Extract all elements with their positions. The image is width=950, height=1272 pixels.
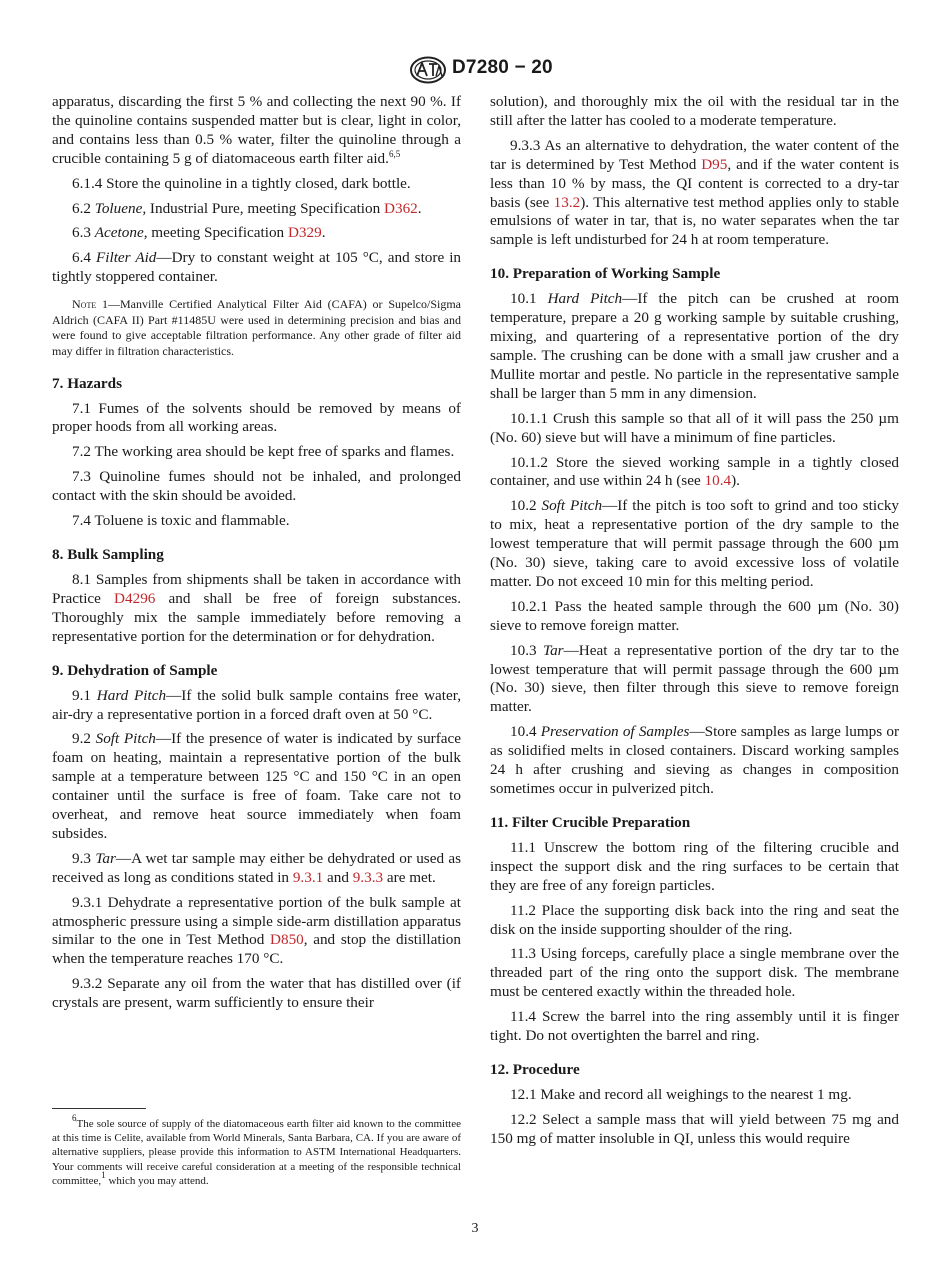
section-7-4: 7.4 Toluene is toxic and flammable.: [72, 512, 290, 530]
link-9-3-3[interactable]: 9.3.3: [352, 868, 384, 886]
section-11-4: 11.4 Screw the barrel into the ring assembly until it is finger tight. Do not overtighten the barrel and ring.: [490, 1008, 899, 1045]
section-10-2: 10.2 Soft Pitch—If the pitch is too soft to grind and too sticky to mix, heat a representative portion of the dry sample to the lowest temperature that will permit passage through the 600 µm (No. 30) sieve, taking care to avoid excessive loss of volatile matter. Do not exceed 10 min for this melting period.: [490, 497, 900, 590]
section-12-1: 12.1 Make and record all weighings to the nearest 1 mg.: [510, 1085, 852, 1103]
heading-7-hazards: 7. Hazards: [52, 374, 123, 392]
link-9-3-1[interactable]: 9.3.1: [292, 868, 324, 886]
paragraph-continuation: apparatus, discarding the first 5 % and collecting the next 90 %. If the quinoline contains suspended matter but is clear, light in color, and contains less than 0.5 % water, filter the quinoline through a crucible containing 5 g of diatomaceous earth filter aid.$^{6,5}$: [52, 93, 461, 167]
left-column: [52, 93, 461, 1019]
section-9-3-1: 9.3.1 Dehydrate a representative portion of the bulk sample at atmospheric pressure using a simple side-arm distillation apparatus similar to the one in Test Method D850, and stop the distillation when the temperature reaches 170 °C.: [52, 893, 461, 968]
document-designation: D7280 − 20: [452, 57, 553, 78]
link-13-2[interactable]: 13.2: [553, 193, 581, 211]
section-9-1: 9.1 Hard Pitch—If the solid bulk sample contains free water, air-dry a representative portion in a forced draft oven at 50 °C.: [52, 686, 462, 723]
paragraph-continuation-right: solution), and thoroughly mix the oil with the residual tar in the still after the latter has cooled to a moderate temperature.: [490, 93, 899, 129]
link-d362[interactable]: D362: [384, 199, 418, 217]
section-12-2: 12.2 Select a sample mass that will yield between 75 mg and 150 mg of matter insoluble in QI, unless this would require: [490, 1110, 899, 1147]
section-6-3: 6.3 Acetone, meeting Specification D329.: [72, 224, 326, 242]
note-1: Note 1—Manville Certified Analytical Filter Aid (CAFA) or Supelco/Sigma Aldrich (CAFA II) Part #11485U were used in determining precision and bias and were found to give acceptable filtration performance. Any other grade of filter aid may differ in filtration characteristics.: [52, 297, 461, 358]
heading-9-dehydration: 9. Dehydration of Sample: [52, 661, 218, 679]
section-9-3-3: 9.3.3 As an alternative to dehydration, the water content of the tar is determined by Test Method D95, and if the water content is less than 10 % by mass, the QI content is corrected to a dry-tar basis (see 13.2). This alternative test method applies only to stable emulsions of water in tar, that is, no water separates when the tar sample is left undisturbed for 24 h at room temperature.: [490, 136, 900, 249]
section-10-4: 10.4 Preservation of Samples—Store samples as large lumps or as solidified melts in closed containers. Discard working samples 24 h after crushing and sieving as changes in composition sometimes occur in pulverized pitch.: [490, 723, 900, 797]
section-10-1-2: 10.1.2 Store the sieved working sample in a tightly closed container, and use within 24 h (see 10.4).: [490, 453, 899, 490]
section-8-1: 8.1 Samples from shipments shall be taken in accordance with Practice D4296 and shall be free of foreign substances. Thoroughly mix the sample immediately before removing a representative portion for the determination or for dehydration.: [52, 570, 462, 645]
heading-11-filter-crucible: 11. Filter Crucible Preparation: [490, 813, 691, 831]
section-6-2: 6.2 Toluene, Industrial Pure, meeting Specification D362.: [72, 199, 422, 217]
section-10-2-1: 10.2.1 Pass the heated sample through the 600 µm (No. 30) sieve to remove foreign matter.: [490, 597, 899, 634]
heading-10-working-sample: 10. Preparation of Working Sample: [490, 265, 721, 283]
section-11-1: 11.1 Unscrew the bottom ring of the filtering crucible and inspect the support disk and the ring surfaces to be certain that they are free of any foreign particles.: [490, 838, 899, 894]
section-9-3-2: 9.3.2 Separate any oil from the water that has distilled over (if crystals are present, warm sufficiently to ensure their: [52, 975, 461, 1012]
page-number: 3: [471, 1221, 479, 1236]
heading-8-bulk-sampling: 8. Bulk Sampling: [52, 545, 164, 563]
section-7-1: 7.1 Fumes of the solvents should be removed by means of proper hoods from all working areas.: [52, 399, 461, 436]
page-header: [0, 56, 950, 86]
section-7-2: 7.2 The working area should be kept free of sparks and flames.: [72, 443, 455, 461]
heading-12-procedure: 12. Procedure: [490, 1060, 580, 1078]
footnote-rule: [52, 1108, 146, 1109]
right-column: [490, 93, 899, 1155]
section-10-1-1: 10.1.1 Crush this sample so that all of it will pass the 250 µm (No. 60) sieve but will have a minimum of fine particles.: [490, 409, 899, 446]
link-10-4[interactable]: 10.4: [704, 472, 732, 490]
section-7-3: 7.3 Quinoline fumes should not be inhaled, and prolonged contact with the skin should be avoided.: [52, 468, 461, 505]
link-d4296[interactable]: D4296: [114, 589, 156, 607]
section-9-3: 9.3 Tar—A wet tar sample may either be dehydrated or used as received as long as conditions stated in 9.3.1 and 9.3.3 are met.: [52, 849, 462, 886]
section-9-2: 9.2 Soft Pitch—If the presence of water is indicated by surface foam on heating, maintain a representative portion of the bulk sample at a temperature between 125 °C and 150 °C in an open container until the surface is free of foam. Take care not to overheat, and remove heat source immediately when foam subsides.: [52, 730, 461, 842]
section-6-4: 6.4 Filter Aid—Dry to constant weight at 105 °C, and store in tightly stoppered container.: [52, 249, 462, 286]
section-11-2: 11.2 Place the supporting disk back into the ring and seat the disk on the inside supporting shoulder of the ring.: [490, 901, 899, 938]
section-11-3: 11.3 Using forceps, carefully place a single membrane over the threaded part of the ring onto the support disk. The membrane must be centered exactly within the threaded hole.: [490, 945, 899, 1001]
section-6-1-4: 6.1.4 Store the quinoline in a tightly closed, dark bottle.: [72, 174, 411, 192]
section-10-1: 10.1 Hard Pitch—If the pitch can be crushed at room temperature, prepare a 20 g working sample by suitable crushing, mixing, and quartering of a representative portion of the dry sample. The crushing can be done with a small jaw crusher and a Mullite mortar and pestle. No particle in the representative sample shall be larger than 5 mm in any dimension.: [490, 290, 900, 402]
astm-logo-icon: [409, 56, 447, 84]
footnote-6: $^6$The sole source of supply of the diatomaceous earth filter aid known to the committee at this time is Celite, available from World Minerals, Santa Barbara, CA. If you are aware of alternative suppliers, please provide this information to ASTM International Headquarters. Your comments will receive careful consideration at a meeting of the responsible technical committee,$^1$ which you may attend.: [52, 1113, 461, 1187]
link-d329[interactable]: D329: [287, 224, 322, 242]
link-d95[interactable]: D95: [701, 155, 728, 173]
section-10-3: 10.3 Tar—Heat a representative portion of the dry tar to the lowest temperature that will permit passage through the 600 µm (No. 30) sieve, then filter through this sieve to remove foreign matter.: [490, 641, 899, 716]
link-d850[interactable]: D850: [270, 931, 304, 949]
